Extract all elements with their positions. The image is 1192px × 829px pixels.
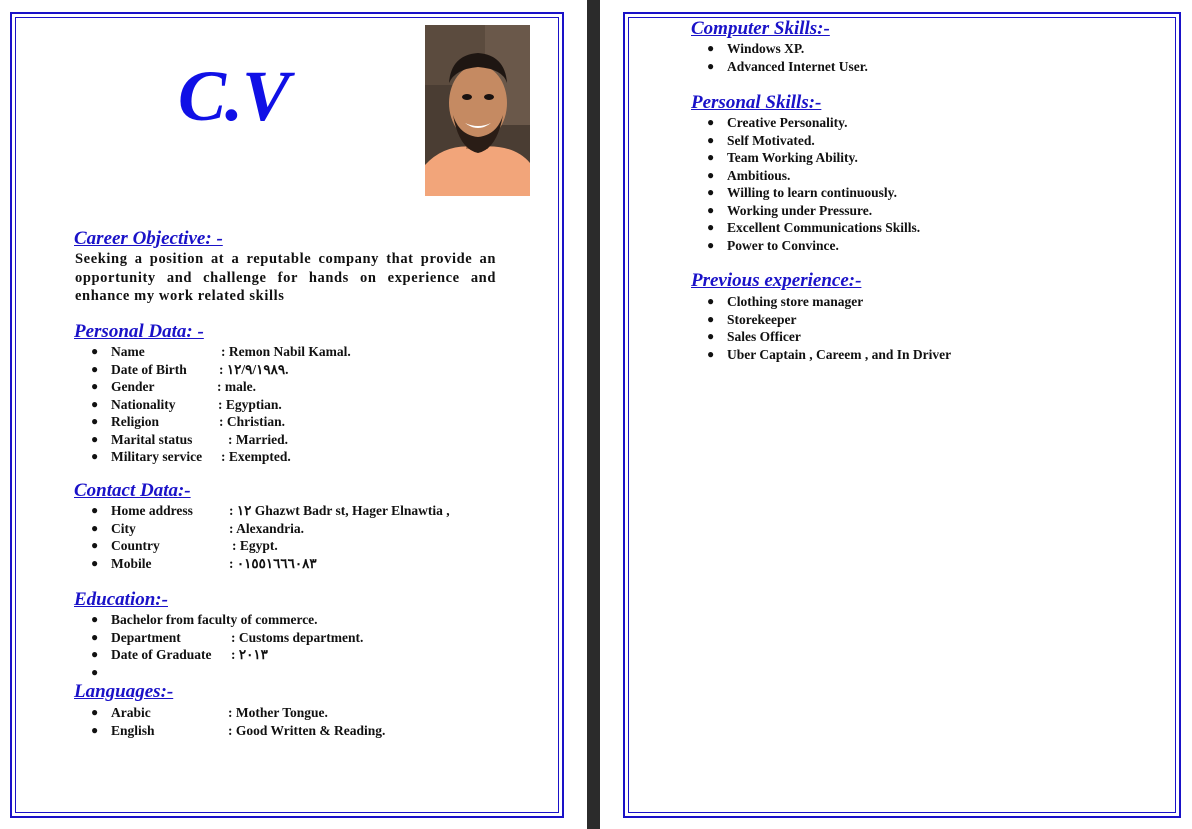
career-objective-text: Seeking a position at a reputable company that provide an opportunity and challenge for hands on experience and enhance my work related skills	[75, 251, 496, 304]
personal-skills-heading: Personal Skills:-	[691, 92, 822, 113]
computer-skills-heading: Computer Skills:-	[691, 18, 830, 39]
list-item: ● Home address : ١٢ Ghazwt Badr st, Hager Elnawtia ,	[91, 503, 450, 518]
list-item: ●	[91, 664, 99, 679]
cv-title: C.V	[178, 56, 290, 136]
contact-data-heading: Contact Data:-	[74, 480, 191, 501]
profile-photo	[425, 25, 530, 196]
list-item: ● Clothing store manager	[707, 294, 864, 309]
list-item: ● Gender : male.	[91, 379, 256, 394]
career-objective-heading: Career Objective: -	[74, 228, 223, 249]
list-item: ● Sales Officer	[707, 329, 801, 344]
list-item: ● Nationality : Egyptian.	[91, 396, 282, 412]
list-item: ● Department : Customs department.	[91, 629, 364, 645]
languages-heading: Languages:-	[74, 681, 174, 702]
list-item: ● Willing to learn continuously.	[707, 185, 898, 200]
list-item: ● Self Motivated.	[707, 132, 815, 148]
page-gutter	[587, 0, 600, 829]
list-item: ● Date of Graduate : ٢٠١٣	[91, 647, 268, 662]
contact-data-list	[91, 502, 541, 572]
list-item: ● City : Alexandria.	[91, 520, 305, 536]
list-item: ● Power to Convince.	[707, 237, 839, 253]
education-list	[91, 611, 531, 681]
personal-data-heading: Personal Data: -	[74, 321, 204, 342]
list-item: ● Excellent Communications Skills.	[707, 220, 921, 235]
previous-experience-heading: Previous experience:-	[691, 270, 862, 291]
list-item: ● Marital status : Married.	[91, 431, 288, 447]
previous-experience-list	[707, 293, 1167, 363]
education-heading: Education:-	[74, 589, 168, 610]
list-item: ● Mobile : ٠١٥٥١٦٦٦٠٨٣	[91, 555, 317, 571]
personal-skills-list	[707, 114, 1147, 254]
list-item: ● Creative Personality.	[707, 115, 848, 130]
personal-data-list	[91, 343, 531, 466]
list-item: ● Uber Captain , Careem , and In Driver	[707, 346, 952, 362]
list-item: ● Country : Egypt.	[91, 538, 278, 553]
list-item: ● Date of Birth : ١٢/٩/١٩٨٩.	[91, 361, 289, 377]
list-item: ● Working under Pressure.	[707, 202, 873, 218]
list-item: ● Storekeeper	[707, 311, 797, 327]
list-item: ● Ambitious.	[707, 167, 791, 183]
list-item: ● Windows XP.	[707, 41, 805, 56]
list-item: ● English : Good Written & Reading.	[91, 722, 386, 738]
list-item: ● Bachelor from faculty of commerce.	[91, 612, 318, 627]
list-item: ● Advanced Internet User.	[707, 58, 868, 74]
list-item: ● Arabic : Mother Tongue.	[91, 705, 328, 720]
computer-skills-list	[707, 40, 1147, 75]
list-item: ● Name : Remon Nabil Kamal.	[91, 344, 351, 359]
list-item: ● Religion : Christian.	[91, 414, 286, 429]
list-item: ● Military service : Exempted.	[91, 449, 291, 464]
languages-list	[91, 704, 531, 739]
list-item: ● Team Working Ability.	[707, 150, 858, 165]
